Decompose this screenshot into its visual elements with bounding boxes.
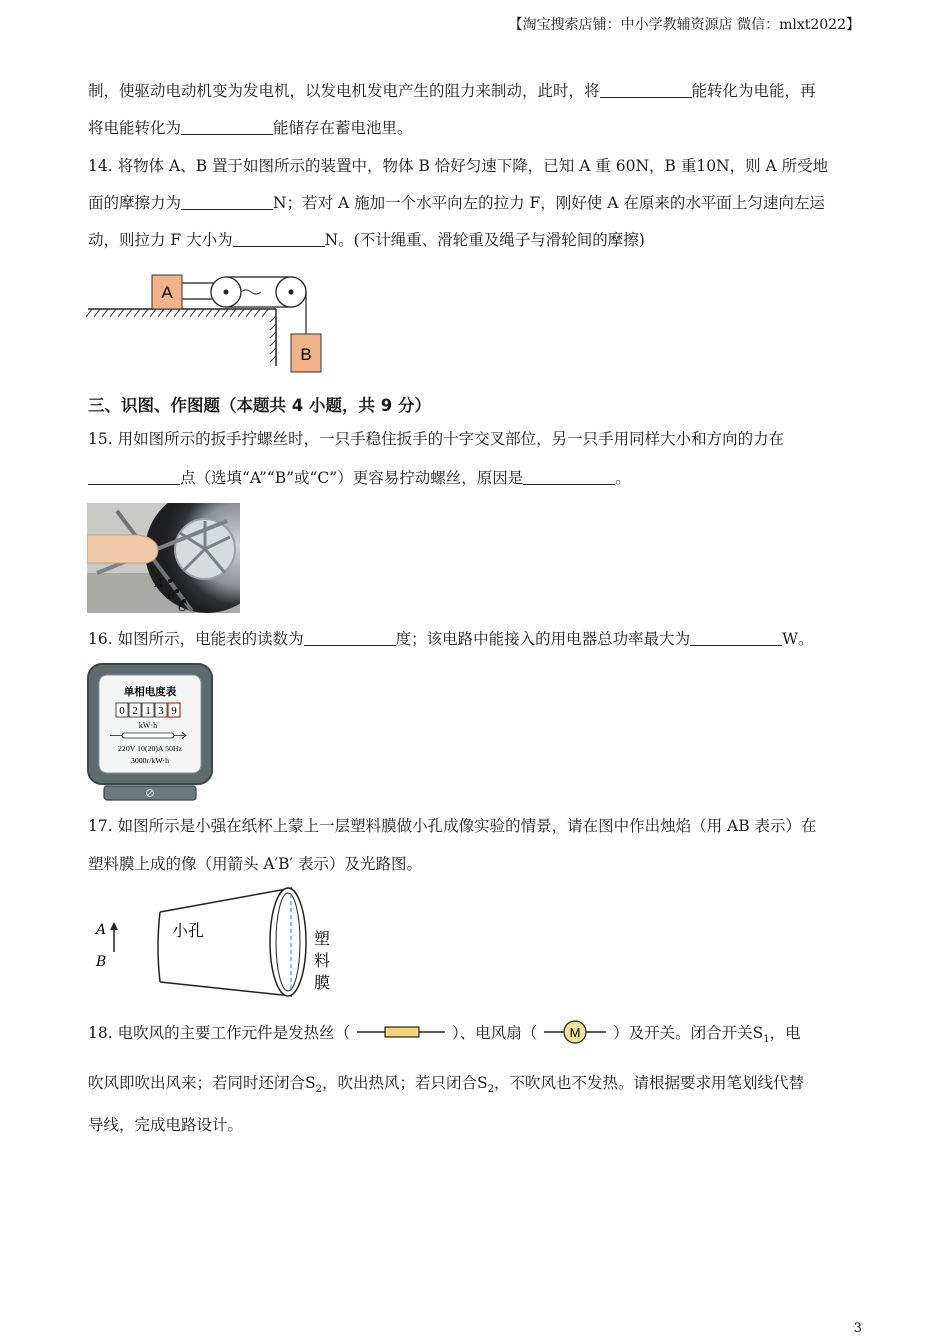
- answer-blank[interactable]: [690, 629, 782, 646]
- q18-line2: [88, 1072, 804, 1101]
- meter-spec-constant: 3000r/kW·h: [130, 756, 170, 765]
- point-c-label: C: [178, 600, 188, 613]
- q14-line1: 14. 将物体 A、B 置于如图所示的装置中，物体 B 恰好匀速下降，已知 A 重 60N，B 重10N，则 A 所受地: [88, 157, 829, 175]
- motor-symbol: [542, 1020, 608, 1044]
- meter-spec-rating: 220V 10(20)A 50Hz: [118, 744, 182, 753]
- meter-digit: 1: [145, 705, 151, 717]
- q14-text: N。(不计绳重、滑轮重及绳子与滑轮间的摩擦): [324, 231, 645, 249]
- q18-text: 18. 电吹风的主要工作元件是发热丝（: [88, 1024, 351, 1042]
- q17-line1: 17. 如图所示是小强在纸杯上蒙上一层塑料膜做小孔成像实验的情景，请在图中作出烛焰（用 AB 表示）在: [88, 817, 817, 835]
- page-number: 3: [853, 1321, 862, 1336]
- candle-label-a: A: [96, 922, 107, 938]
- meter-digit: 3: [158, 705, 164, 717]
- meter-unit: kW·h: [138, 721, 158, 730]
- q18-line3: 导线，完成电路设计。: [88, 1116, 244, 1134]
- q14-text: 动，则拉力 F 大小为: [88, 231, 233, 249]
- pulley-figure: [86, 266, 326, 378]
- answer-blank[interactable]: [88, 468, 180, 485]
- answer-blank[interactable]: [181, 118, 273, 135]
- wrench-photo: [87, 503, 240, 613]
- point-a-label: A: [155, 576, 164, 590]
- answer-blank[interactable]: [304, 629, 396, 646]
- page-header: 【淘宝搜索店铺：中小学教辅资源店 微信：mlxt2022】: [508, 17, 860, 33]
- q13-text: 将电能转化为: [88, 119, 182, 137]
- q14-text: N；若对 A 施加一个水平向左的拉力 F，刚好使 A 在原来的水平面上匀速向左运: [273, 194, 825, 212]
- q18-text: 吹风即吹出风来；若同时还闭合S: [88, 1074, 316, 1092]
- q18-text: ，不吹风也不发热。请根据要求用笔划线代替: [494, 1074, 805, 1092]
- section-title: 三、识图、作图题（本题共 4 小题，共 9 分）: [88, 396, 431, 415]
- q15-line1: 15. 用如图所示的扳手拧螺丝时，一只手稳住扳手的十字交叉部位，另一只手用同样大小和方向的力在: [88, 430, 785, 448]
- q13-line2: [88, 117, 413, 139]
- meter-digit: 0: [119, 705, 125, 717]
- q14-text: 面的摩擦力为: [88, 194, 182, 212]
- q18-text: ，吹出热风；若只闭合S: [322, 1074, 488, 1092]
- q18-text: ）、电风扇（: [451, 1024, 538, 1042]
- film-label-1: 塑: [314, 929, 331, 948]
- meter-digit: 2: [132, 705, 138, 717]
- block-b-label: B: [300, 345, 312, 364]
- film-label-2: 料: [314, 951, 331, 970]
- heating-wire-symbol: [355, 1022, 447, 1042]
- q16-line: [88, 628, 814, 650]
- answer-blank[interactable]: [233, 230, 325, 247]
- film-label-3: 膜: [314, 973, 331, 992]
- candle-label-b: B: [96, 954, 107, 970]
- q13-text: 能转化为电能，再: [691, 82, 816, 100]
- electric-meter: [86, 662, 216, 804]
- answer-blank[interactable]: [181, 193, 273, 210]
- meter-title: 单相电度表: [123, 686, 177, 698]
- meter-digit-decimal: 9: [171, 705, 177, 717]
- subscript: 2: [487, 1084, 494, 1096]
- subscript: 1: [763, 1034, 770, 1046]
- q17-line2: 塑料膜上成的像（用箭头 A′B′ 表示）及光路图。: [88, 855, 422, 873]
- q14-line2: [88, 192, 825, 214]
- subscript: 2: [315, 1084, 322, 1096]
- q13-text: 制，使驱动电动机变为发电机，以发电机发电产生的阻力来制动，此时，将: [88, 82, 600, 100]
- point-b-label: B: [167, 588, 176, 602]
- q15-line2: [88, 467, 631, 489]
- answer-blank[interactable]: [600, 81, 692, 98]
- q13-text: 能储存在蓄电池里。: [273, 119, 413, 137]
- q16-text: W。: [782, 630, 814, 648]
- block-a-label: A: [161, 283, 173, 302]
- q18-text: ）及开关。闭合开关S: [613, 1024, 764, 1042]
- q15-text: 。: [615, 469, 631, 487]
- q13-line1: [88, 80, 816, 102]
- q18-text: ，电: [769, 1024, 801, 1042]
- q15-text: 点（选填“A”“B”或“C”）更容易拧动螺丝，原因是: [180, 469, 524, 487]
- pinhole-label: 小孔: [172, 921, 205, 940]
- q18-line1: [88, 1020, 801, 1051]
- motor-label: M: [569, 1025, 581, 1040]
- q16-text: 度；该电路中能接入的用电器总功率最大为: [395, 630, 691, 648]
- answer-blank[interactable]: [523, 468, 615, 485]
- q16-text: 16. 如图所示，电能表的读数为: [88, 630, 304, 648]
- q14-line3: [88, 229, 645, 251]
- pinhole-figure: [92, 882, 342, 1002]
